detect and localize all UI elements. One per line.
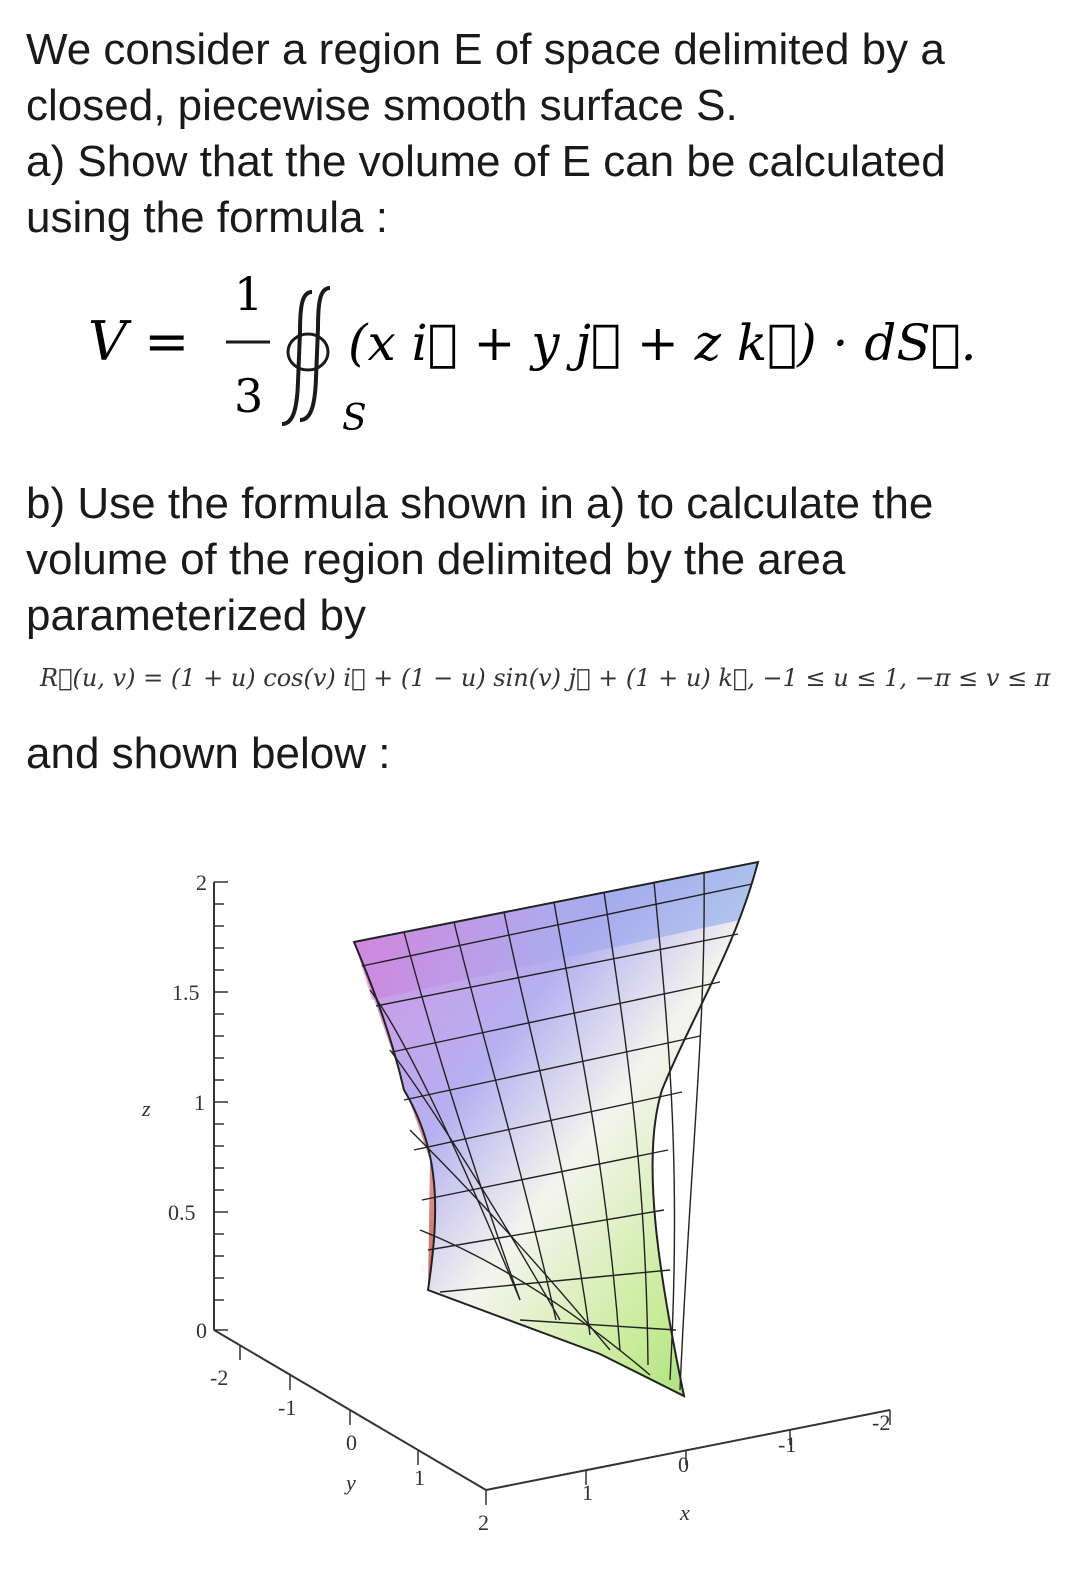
formula-lhs: V = <box>88 310 190 373</box>
part-a-text: a) Show that the volume of E can be calculated using the formula : <box>26 137 946 242</box>
volume-formula <box>0 262 1080 442</box>
z-axis <box>141 870 228 1343</box>
surface-integral-sign <box>282 288 330 424</box>
x-axis <box>486 1410 890 1525</box>
y-axis-label: y <box>346 1470 356 1495</box>
z-tick-label: 2 <box>196 870 207 895</box>
x-tick-label: 1 <box>582 1480 593 1505</box>
y-tick-label: -2 <box>210 1365 229 1390</box>
y-tick-label: 0 <box>346 1430 357 1455</box>
z-tick-label: 1 <box>194 1090 205 1115</box>
z-tick-label: 1.5 <box>172 980 200 1005</box>
x-axis-label: x <box>680 1500 690 1525</box>
part-b-text: b) Use the formula shown in a) to calculate the volume of the region delimited by the area parameterized by <box>26 479 934 640</box>
parameterization-formula <box>0 656 1080 700</box>
x-tick-label: -1 <box>778 1432 797 1457</box>
surface-plot <box>0 830 1080 1570</box>
parameterization-text: R⃗(u, v) = (1 + u) cos(v) i⃗ + (1 − u) sin(v) j⃗ + (1 + u) k⃗, −1 ≤ u ≤ 1, −π ≤ v ≤ π <box>40 664 1051 692</box>
y-tick-label: 2 <box>478 1510 489 1535</box>
x-tick-label: -2 <box>872 1410 891 1435</box>
z-axis-label: z <box>142 1096 151 1121</box>
closing-text: and shown below : <box>26 729 391 778</box>
y-tick-label: 1 <box>414 1465 425 1490</box>
z-tick-label: 0 <box>196 1318 207 1343</box>
y-tick-label: -1 <box>278 1395 297 1420</box>
z-axis-minor-ticks <box>214 882 228 1330</box>
fraction-numerator: 1 <box>234 267 264 321</box>
intro-text: We consider a region E of space delimited by a closed, piecewise smooth surface S. <box>26 25 945 130</box>
x-tick-label: 0 <box>678 1452 689 1477</box>
hyperboloid-surface <box>354 862 758 1396</box>
surface-subscript: S <box>342 398 367 439</box>
formula-integrand: (x i⃗ + y j⃗ + z k⃗) · dS⃗. <box>348 314 977 372</box>
z-tick-label: 0.5 <box>168 1200 196 1225</box>
fraction-denominator: 3 <box>234 369 264 423</box>
y-axis <box>210 1330 489 1535</box>
